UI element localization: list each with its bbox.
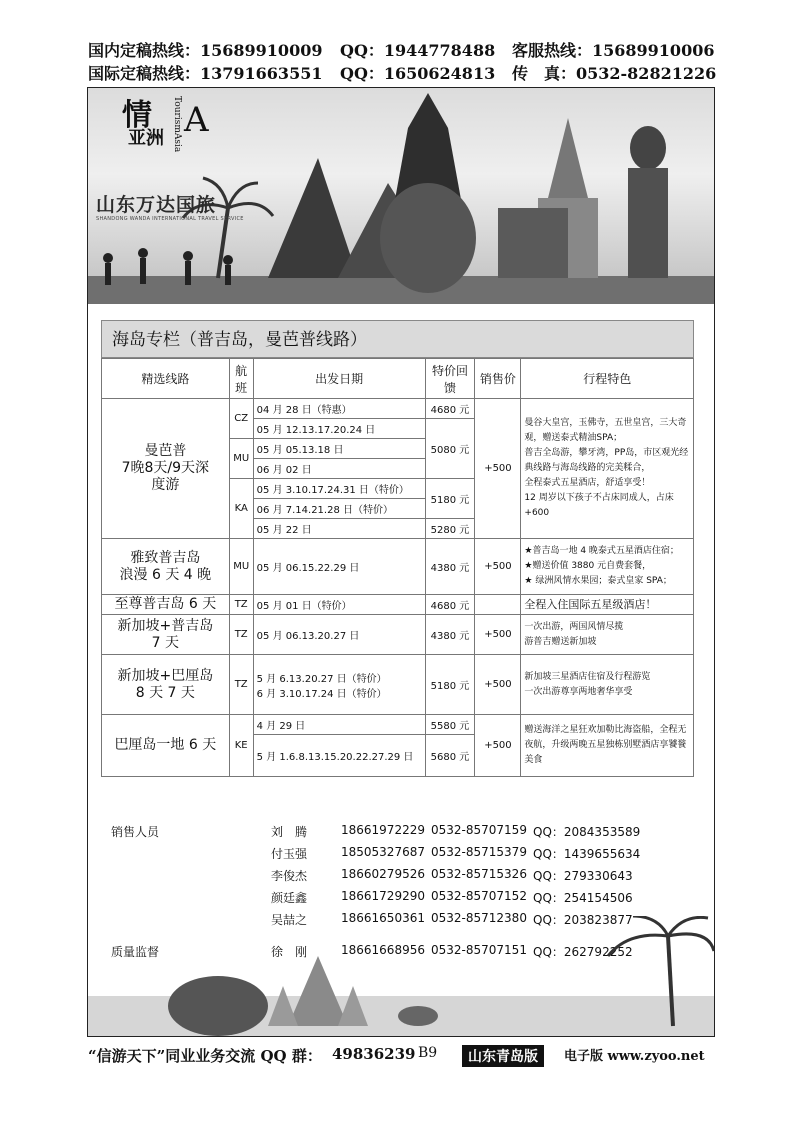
sale-price: +500 (475, 715, 521, 777)
route-name: 巴厘岛一地 6 天 (102, 715, 230, 777)
website-link[interactable]: 电子版 www.zyoo.net (564, 1049, 705, 1064)
special-price: 4680 元 (425, 595, 475, 615)
staff-name: 李俊杰 (271, 869, 308, 883)
route-name: 至尊普吉岛 6 天 (102, 595, 230, 615)
table-row (102, 399, 694, 419)
table-row (102, 655, 694, 715)
flight-code: KA (229, 479, 253, 539)
page-number: B9 (418, 1045, 438, 1061)
staff-tel: 0532-85715379 (431, 845, 527, 859)
flight-code: KE (229, 715, 253, 777)
logo-tour: TourismAsia (172, 96, 182, 153)
sale-price (475, 595, 521, 615)
flight-code: TZ (229, 595, 253, 615)
departure-date: 5 月 1.6.8.13.15.20.22.27.29 日 (253, 735, 425, 777)
staff-tel: 0532-85712380 (431, 911, 527, 925)
departure-date: 05 月 3.10.17.24.31 日（特价） (253, 479, 425, 499)
table-row (102, 539, 694, 595)
staff-tel: 0532-85707152 (431, 889, 527, 903)
brand-english: SHANDONG WANDA INTERNATIONAL TRAVEL SERVICE (96, 216, 244, 222)
route-features: 全程入住国际五星级酒店！ (521, 595, 694, 615)
footer (88, 1045, 713, 1069)
staff-row (271, 889, 691, 909)
sale-price: +500 (475, 399, 521, 539)
special-price: 4380 元 (425, 539, 475, 595)
staff-mobile: 18661668956 (341, 943, 425, 957)
route-features: ★普吉岛一地 4 晚泰式五星酒店住宿； ★赠送价值 3880 元自费套餐， ★ 绿洲风情水果园；泰式皇家 SPA； (521, 539, 694, 595)
flight-code: MU (229, 539, 253, 595)
staff-qq: QQ：279330643 (533, 869, 633, 883)
special-price: 4380 元 (425, 615, 475, 655)
qq-group-number: 49836239 (332, 1045, 416, 1063)
staff-name: 刘 腾 (271, 825, 308, 839)
departure-date: 05 月 05.13.18 日 (253, 439, 425, 459)
departure-date: 05 月 06.13.20.27 日 (253, 615, 425, 655)
staff-qq: QQ：262792252 (533, 945, 633, 959)
departure-date: 5 月 6.13.20.27 日（特价） 6 月 3.10.17.24 日（特价） (253, 655, 425, 715)
service-hotline: 客服热线：15689910006 (512, 41, 715, 60)
advertisement-frame (87, 87, 715, 1037)
logo-asia: 亚洲 (128, 128, 164, 149)
staff-tel: 0532-85707159 (431, 823, 527, 837)
header-special-price: 特价回馈 (425, 359, 475, 399)
departure-date: 05 月 22 日 (253, 519, 425, 539)
special-price: 5280 元 (425, 519, 475, 539)
quality-label: 质量监督 (111, 945, 160, 959)
fax: 传 真：0532-82821226 (512, 64, 717, 83)
departure-date: 05 月 12.13.17.20.24 日 (253, 419, 425, 439)
edition-badge: 山东青岛版 (462, 1045, 544, 1067)
table-row (102, 615, 694, 655)
staff-row (271, 823, 691, 843)
staff-mobile: 18661650361 (341, 911, 425, 925)
route-features: 新加坡三星酒店住宿及行程游览 一次出游尊享两地奢华享受 (521, 655, 694, 715)
departure-date: 05 月 01 日（特价） (253, 595, 425, 615)
staff-row (271, 867, 691, 887)
sales-label: 销售人员 (111, 825, 160, 839)
special-price: 5080 元 (425, 419, 475, 479)
table-header (102, 359, 694, 399)
staff-tel: 0532-85715326 (431, 867, 527, 881)
special-price: 5580 元 (425, 715, 475, 735)
qq-2: QQ：1650624813 (340, 64, 496, 83)
staff-name: 付玉强 (271, 847, 308, 861)
staff-name: 吴喆之 (271, 913, 308, 927)
staff-tel: 0532-85707151 (431, 943, 527, 957)
route-table (101, 358, 694, 777)
departure-date: 06 月 7.14.21.28 日（特价） (253, 499, 425, 519)
staff-row (271, 845, 691, 865)
sale-price: +500 (475, 615, 521, 655)
banner-image (88, 88, 714, 304)
staff-qq: QQ：2084353589 (533, 825, 641, 839)
bottom-scenery (88, 916, 714, 1036)
route-name: 雅致普吉岛 浪漫 6 天 4 晚 (102, 539, 230, 595)
staff-qq: QQ：254154506 (533, 891, 633, 905)
route-name: 曼芭普 7晚8天/9天深 度游 (102, 399, 230, 539)
brand-name: 山东万达国旅 (96, 194, 217, 216)
header-features: 行程特色 (521, 359, 694, 399)
header-route: 精选线路 (102, 359, 230, 399)
qq-1: QQ：1944778488 (340, 41, 496, 60)
special-price: 5180 元 (425, 479, 475, 519)
header-sale-price: 销售价 (475, 359, 521, 399)
flight-code: TZ (229, 615, 253, 655)
staff-mobile: 18660279526 (341, 867, 425, 881)
staff-name: 颜廷鑫 (271, 891, 308, 905)
qq-group-label: “信游天下”同业业务交流 QQ 群： (88, 1047, 322, 1065)
special-price: 5180 元 (425, 655, 475, 715)
flight-code: MU (229, 439, 253, 479)
staff-qq: QQ：1439655634 (533, 847, 641, 861)
special-price: 4680 元 (425, 399, 475, 419)
staff-name: 徐 刚 (271, 945, 308, 959)
route-name: 新加坡+巴厘岛 8 天 7 天 (102, 655, 230, 715)
header-flight: 航班 (229, 359, 253, 399)
table-row (102, 595, 694, 615)
route-features: 曼谷大皇宫，玉佛寺，五世皇宫，三大奇观，赠送泰式精油SPA； 普吉全岛游，攀牙湾，PP岛，市区观光经典线路与海岛线路的完美糅合， 全程泰式五星酒店，舒适享受！ 12 周岁以下孩子不占床同成人，占床+600 (521, 399, 694, 539)
sale-price: +500 (475, 655, 521, 715)
staff-mobile: 18661729290 (341, 889, 425, 903)
domestic-hotline: 国内定稿热线：15689910009 (88, 41, 323, 60)
sale-price: +500 (475, 539, 521, 595)
route-name: 新加坡+普吉岛 7 天 (102, 615, 230, 655)
header-date: 出发日期 (253, 359, 425, 399)
special-price: 5680 元 (425, 735, 475, 777)
international-hotline: 国际定稿热线：13791663551 (88, 64, 323, 83)
departure-date: 4 月 29 日 (253, 715, 425, 735)
logo-qing: 情 (122, 98, 152, 133)
logo-a: A (184, 100, 209, 140)
flight-code: TZ (229, 655, 253, 715)
departure-date: 04 月 28 日（特惠） (253, 399, 425, 419)
flight-code: CZ (229, 399, 253, 439)
route-features: 赠送海洋之星狂欢加勒比海盗船，全程无夜航，升级两晚五星独栋别墅酒店享饕餮美食 (521, 715, 694, 777)
section-title: 海岛专栏（普吉岛，曼芭普线路） (101, 320, 694, 358)
table-row (102, 715, 694, 735)
departure-date: 05 月 06.15.22.29 日 (253, 539, 425, 595)
staff-mobile: 18505327687 (341, 845, 425, 859)
staff-mobile: 18661972229 (341, 823, 425, 837)
staff-qq: QQ：203823877 (533, 913, 633, 927)
route-features: 一次出游，两国风情尽揽 游普吉赠送新加坡 (521, 615, 694, 655)
departure-date: 06 月 02 日 (253, 459, 425, 479)
